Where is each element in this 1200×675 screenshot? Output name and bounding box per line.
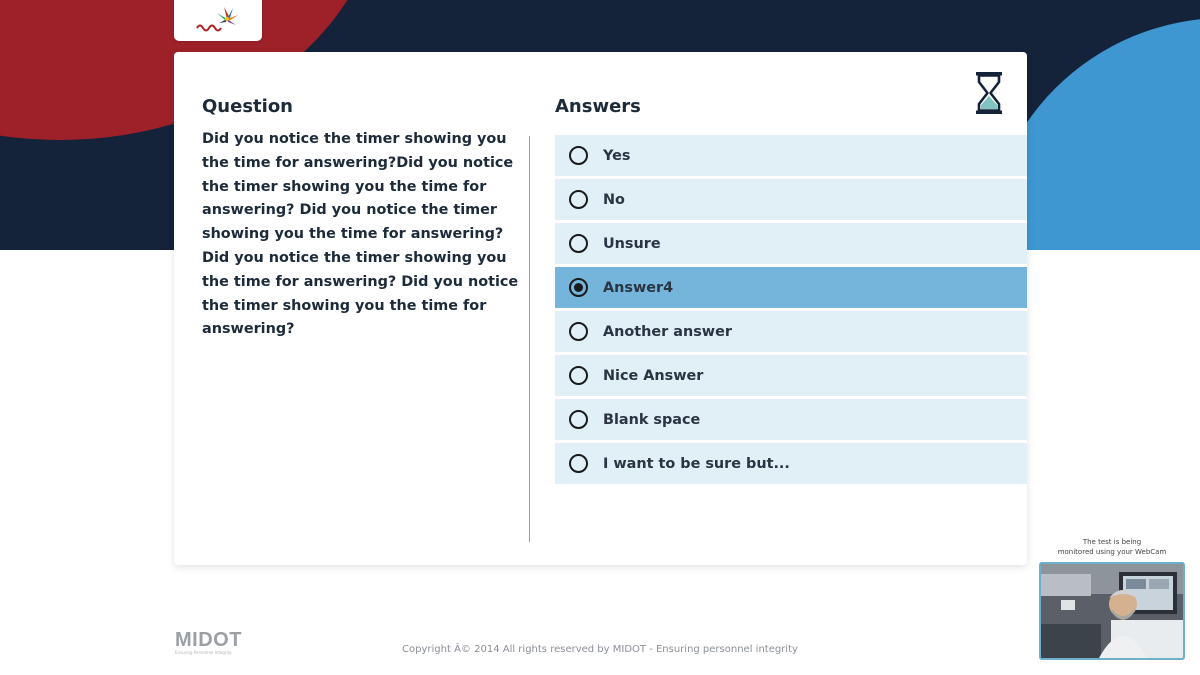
answer-label: Nice Answer xyxy=(603,367,704,384)
column-divider xyxy=(529,136,530,542)
question-heading: Question xyxy=(202,96,293,117)
answer-label: Answer4 xyxy=(603,279,674,296)
answer-label: I want to be sure but... xyxy=(603,455,790,472)
client-logo xyxy=(174,0,262,41)
answer-label: Yes xyxy=(603,147,631,164)
midot-tagline: Ensuring Personnel Integrity xyxy=(175,650,232,655)
answer-option-2[interactable] xyxy=(555,179,1027,220)
answers-heading: Answers xyxy=(555,96,641,117)
radio-button[interactable] xyxy=(569,146,588,165)
radio-button[interactable] xyxy=(569,278,588,297)
answer-option-4[interactable] xyxy=(555,267,1027,308)
answer-option-8[interactable] xyxy=(555,443,1027,484)
answer-label: Another answer xyxy=(603,323,732,340)
answer-label: Blank space xyxy=(603,411,701,428)
webcam-notice xyxy=(1045,537,1179,557)
radio-button[interactable] xyxy=(569,190,588,209)
webcam-notice-line2: monitored using your WebCam xyxy=(1057,548,1167,556)
webcam-notice-line1: The test is being xyxy=(1082,538,1142,546)
radio-button[interactable] xyxy=(569,410,588,429)
answer-option-7[interactable] xyxy=(555,399,1027,440)
radio-button[interactable] xyxy=(569,322,588,341)
answer-option-6[interactable] xyxy=(555,355,1027,396)
flower-logo-icon xyxy=(193,4,243,38)
radio-button[interactable] xyxy=(569,454,588,473)
radio-button[interactable] xyxy=(569,234,588,253)
answer-option-1[interactable] xyxy=(555,135,1027,176)
copyright-text: Copyright Â© 2014 All rights reserved by MIDOT - Ensuring personnel integrity xyxy=(402,644,798,655)
answer-label: Unsure xyxy=(603,235,661,252)
question-text: Did you notice the timer showing you the time for answering?Did you notice the timer showing you the time for answering? Did you notice the timer showing you the time for answering?Did you notice the timer showing you the time for answering? Did you notice the timer showing you the time for answering? xyxy=(202,131,519,338)
question-card xyxy=(174,52,1027,565)
midot-brand: MIDOT xyxy=(175,629,242,651)
radio-button[interactable] xyxy=(569,366,588,385)
hourglass-icon xyxy=(976,72,1002,114)
answer-option-5[interactable] xyxy=(555,311,1027,352)
answers-list xyxy=(555,135,1027,487)
answer-option-3[interactable] xyxy=(555,223,1027,264)
answer-label: No xyxy=(603,191,625,208)
